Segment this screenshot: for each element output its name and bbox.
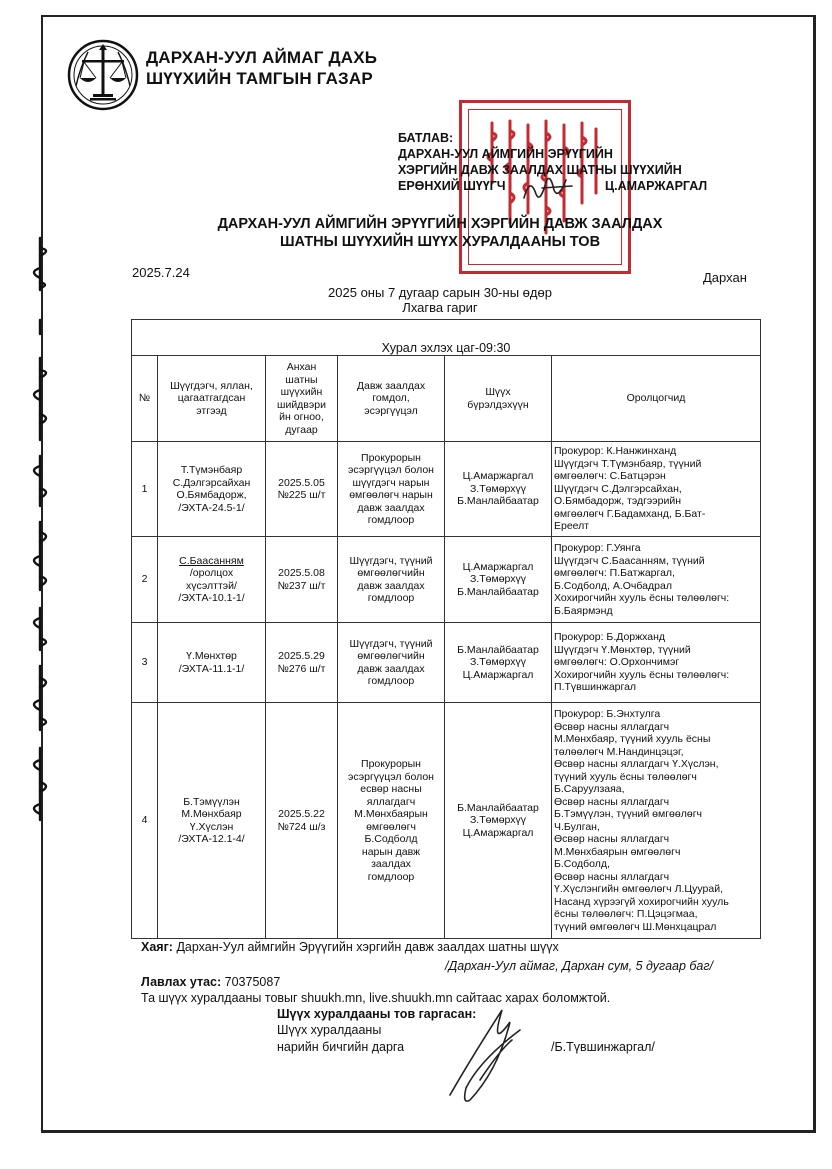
handwritten-signature	[440, 1000, 540, 1115]
appeal-cell: Шүүгдэгч, түүний өмгөөлөгчийн давж заалдах гомдлоор	[338, 537, 445, 623]
panel-cell: Ц.Амаржаргал З.Төмөрхүү Б.Манлайбаатар	[445, 442, 552, 537]
approval-line3: ЕРӨНХИЙ ШҮҮГЧ	[398, 179, 506, 193]
document-date: 2025.7.24	[132, 265, 190, 280]
table-row	[132, 442, 761, 537]
appeal-cell: Прокурорын эсэргүүцэл болон есвөр насны яллагдагч М.Мөнхбаярын өмгөөлөгч Б.Содболд нарын давж заалдах гомдлоор	[338, 703, 445, 939]
page-title	[160, 215, 720, 251]
participants-cell: Прокурор: К.Нанжинханд Шүүгдэгч Т.Түмэнбаяр, түүний өмгөөлөгч: С.Батцэрэн Шүүгдэгч С.Дэлгэрсайхан, О.Бямбадорж, тэдгээрийн өмгөөлөгч Г.Бадамханд, Б.Бат- Ереелт	[552, 442, 761, 537]
participants-cell: Прокурор: Б.Доржханд Шүүгдэгч Ү.Мөнхтөр, түүний өмгөөлөгч: О.Орхончимэг Хохирогчийн хууль ёсны төлөөлөгч: П.Түвшинжаргал	[552, 623, 761, 703]
preparer-name: /Б.Түвшинжаргал/	[551, 1040, 655, 1054]
row-number: 1	[132, 442, 158, 537]
panel-cell: Ц.Амаржаргал З.Төмөрхүү Б.Манлайбаатар	[445, 537, 552, 623]
defendant-cell: Б.Тэмүүлэн М.Мөнхбаяр Ү.Хүслэн /ЭХТА-12.1-4/	[158, 703, 266, 939]
title-line1: ДАРХАН-УУЛ АЙМГИЙН ЭРҮҮГИЙН ХЭРГИЙН ДАВЖ ЗААЛДАХ	[217, 216, 663, 232]
decision-cell: 2025.5.05 №225 ш/т	[266, 442, 338, 537]
table-row	[132, 623, 761, 703]
col-header-first-instance: Анхан шатны шүүхийн шийдвэри йн огноо, дугаар	[266, 356, 338, 442]
table-row	[132, 537, 761, 623]
table-row	[132, 703, 761, 939]
appeal-cell: Шүүгдэгч, түүний өмгөөлөгчийн давж заалдах гомдлоор	[338, 623, 445, 703]
table-header-row	[132, 356, 761, 442]
row-number: 4	[132, 703, 158, 939]
approval-signer: Ц.АМАРЖАРГАЛ	[605, 179, 708, 193]
mongolian-script-inscription	[10, 230, 70, 830]
handwritten-signature	[516, 168, 586, 213]
participants-cell: Прокурор: Б.Энхтулга Өсвөр насны яллагдагч М.Мөнхбаяр, түүний хууль ёсны төлөөлөгч М.Нандинцэцэг, Өсвөр насны яллагдагч Ү.Хүслэн, түүний хууль ёсны төлөөлөгч Б.Саруулзаяа, Өсвөр насны яллагдагч Б.Тэмүүлэн, түүний өмгөөлөгч Ч.Булган, Өсвөр насны яллагдагч М.Мөнхбаярын өмгөөлөгч Б.Содболд, Өсвөр насны яллагдагч Ү.Хүслэнгийн өмгөөлөгч Л.Цуурай, Насанд хүрээгүй хохирогчийн хууль ёсны төлөөлөгч: П.Цэцэгмаа, түүний өмгөөлөгч Ш.Мөнхцацрал	[552, 703, 761, 939]
hearing-date-block	[200, 285, 680, 315]
approval-line2: ХЭРГИЙН ДАВЖ ЗААЛДАХ ШАТНЫ ШҮҮХИЙН	[398, 163, 682, 177]
col-header-no: №	[132, 356, 158, 442]
defendant-cell: Т.Түмэнбаяр С.Дэлгэрсайхан О.Бямбадорж, /ЭХТА-24.5-1/	[158, 442, 266, 537]
website-note: Та шүүх хуралдааны товыг shuukh.mn, live.shuukh.mn сайтаас харах боломжтой.	[141, 991, 611, 1005]
defendant-cell: С.Баасанням /оролцох хүсэлттэй/ /ЭХТА-10.1-1/	[158, 537, 266, 623]
phone-label: Лавлах утас:	[141, 975, 222, 989]
decision-cell: 2025.5.22 №724 ш/з	[266, 703, 338, 939]
row-number: 2	[132, 537, 158, 623]
court-emblem-icon	[66, 38, 140, 117]
panel-cell: Б.Манлайбаатар З.Төмөрхүү Ц.Амаржаргал	[445, 623, 552, 703]
org-header	[146, 47, 377, 89]
org-name-line2: ШҮҮХИЙН ТАМГЫН ГАЗАР	[146, 69, 373, 88]
col-header-panel: Шүүх бүрэлдэхүүн	[445, 356, 552, 442]
hearing-schedule-table	[131, 319, 761, 939]
appeal-cell: Прокурорын эсэргүүцэл болон шүүгдэгч нарын өмгөөлөгч нарын давж заалдах гомдлоор	[338, 442, 445, 537]
row-number: 3	[132, 623, 158, 703]
col-header-participants: Оролцогчид	[552, 356, 761, 442]
start-time: Хурал эхлэх цаг-09:30	[132, 320, 761, 356]
address-detail: /Дархан-Уул аймаг, Дархан сум, 5 дугаар баг/	[445, 959, 714, 973]
address-line	[141, 940, 559, 954]
document-place: Дархан	[703, 270, 747, 285]
preparer-role-line1: Шүүх хуралдааны	[277, 1023, 382, 1037]
phone-number: 70375087	[224, 975, 281, 989]
col-header-appeal: Давж заалдах гомдол, эсэргүүцэл	[338, 356, 445, 442]
org-name-line1: ДАРХАН-УУЛ АЙМАГ ДАХЬ	[146, 48, 378, 67]
approval-line1: ДАРХАН-УУЛ АЙМГИЙН ЭРҮҮГИЙН	[398, 147, 613, 161]
prepared-by-label: Шүүх хуралдааны тов гаргасан:	[277, 1007, 477, 1021]
participants-cell: Прокурор: Г.Уянга Шүүгдэгч С.Баасанням, түүний өмгөөлөгч: П.Батжаргал, Б.Содболд, А.Очбадрал Хохирогчийн хууль ёсны төлөөлөгч: Б.Баярмэнд	[552, 537, 761, 623]
start-time-row	[132, 320, 761, 356]
address-text: Дархан-Уул аймгийн Эрүүгийн хэргийн давж заалдах шатны шүүх	[176, 940, 559, 954]
phone-line	[141, 975, 280, 989]
preparer-role-line2: нарийн бичгийн дарга	[277, 1040, 405, 1054]
panel-cell: Б.Манлайбаатар З.Төмөрхүү Ц.Амаржаргал	[445, 703, 552, 939]
address-label: Хаяг:	[141, 940, 173, 954]
hearing-weekday: Лхагва гариг	[402, 300, 478, 315]
decision-cell: 2025.5.08 №237 ш/т	[266, 537, 338, 623]
decision-cell: 2025.5.29 №276 ш/т	[266, 623, 338, 703]
title-line2: ШАТНЫ ШҮҮХИЙН ШҮҮХ ХУРАЛДААНЫ ТОВ	[279, 234, 601, 250]
col-header-defendant: Шүүгдэгч, яллан, цагаатгагдсан этгээд	[158, 356, 266, 442]
hearing-date: 2025 оны 7 дугаар сарын 30-ны өдөр	[328, 285, 552, 300]
defendant-cell: Ү.Мөнхтөр /ЭХТА-11.1-1/	[158, 623, 266, 703]
approval-label: БАТЛАВ:	[398, 131, 454, 145]
